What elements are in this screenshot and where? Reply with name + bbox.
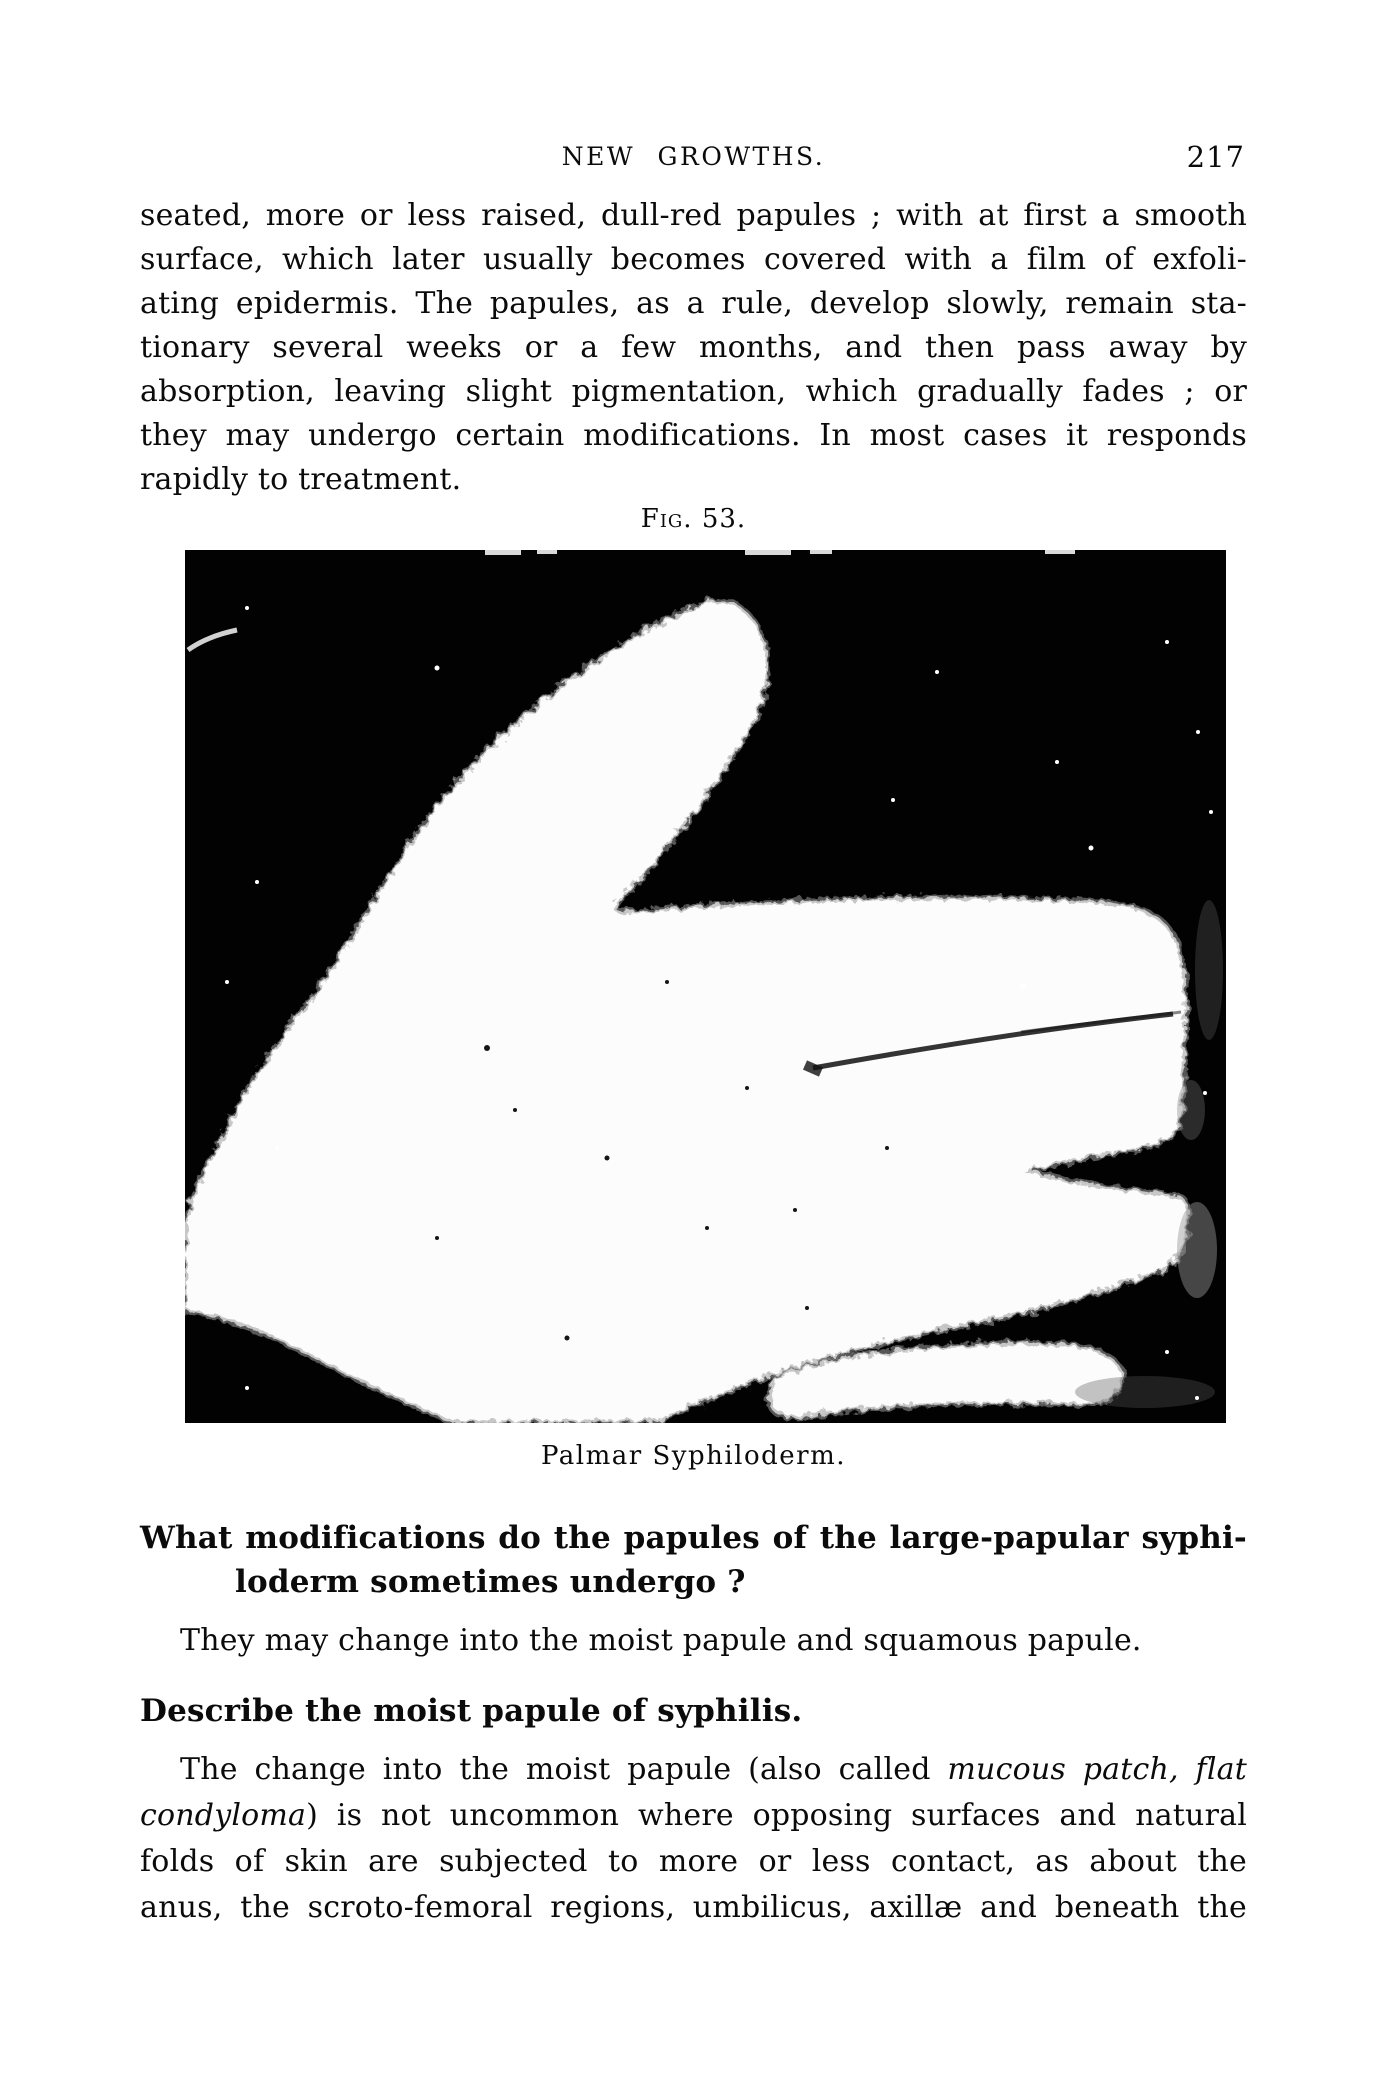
text-segment: The change into the moist papule (also called (180, 1752, 931, 1787)
paragraph-line: ating epidermis. The papules, as a rule, develop slowly, remain sta- (140, 286, 1247, 321)
paragraph-line: tionary several weeks or a few months, and then pass away by (140, 330, 1247, 365)
italic-term: condyloma (140, 1798, 307, 1833)
text-segment: ) is not uncommon where opposing surfaces and natural (306, 1798, 1247, 1833)
question-heading-line: Describe the moist papule of syphilis. (140, 1693, 803, 1729)
paragraph-line: absorption, leaving slight pigmentation, which gradually fades ; or (140, 374, 1247, 409)
italic-term: flat (1195, 1752, 1247, 1787)
paragraph-line: anus, the scroto-femoral regions, umbilicus, axillæ and beneath the (140, 1890, 1247, 1925)
running-header (140, 142, 1247, 176)
paragraph-line: they may undergo certain modifications. In most cases it responds (140, 418, 1247, 453)
qa-section (140, 1516, 1247, 1931)
answer-line: They may change into the moist papule and squamous papule. (180, 1623, 1142, 1658)
answer-paragraph (140, 1747, 1247, 1931)
figure-caption: Palmar Syphiloderm. (540, 1441, 847, 1471)
question-heading-line: loderm sometimes undergo ? (235, 1564, 746, 1600)
figure-label: Fig. 53. (640, 504, 747, 534)
figure-photo (185, 550, 1226, 1423)
palmar-syphiloderm-photo (185, 550, 1226, 1423)
paragraph-line: folds of skin are subjected to more or less contact, as about the (140, 1844, 1247, 1879)
italic-term: mucous patch, (947, 1752, 1179, 1787)
page-number: 217 (1186, 140, 1245, 174)
intro-paragraph (140, 194, 1247, 502)
finger-crease (805, 1065, 821, 1072)
paragraph-line: surface, which later usually becomes covered with a film of exfoli- (140, 242, 1247, 277)
paragraph-line: seated, more or less raised, dull-red papules ; with at first a smooth (140, 198, 1247, 233)
paragraph-line: rapidly to treatment. (140, 462, 462, 497)
paragraph-line (140, 1747, 1247, 1793)
page-heading: NEW GROWTHS. (561, 142, 826, 171)
question-heading-line: What modifications do the papules of the large-papular syphi- (140, 1520, 1247, 1556)
paragraph-line (140, 1793, 1247, 1839)
